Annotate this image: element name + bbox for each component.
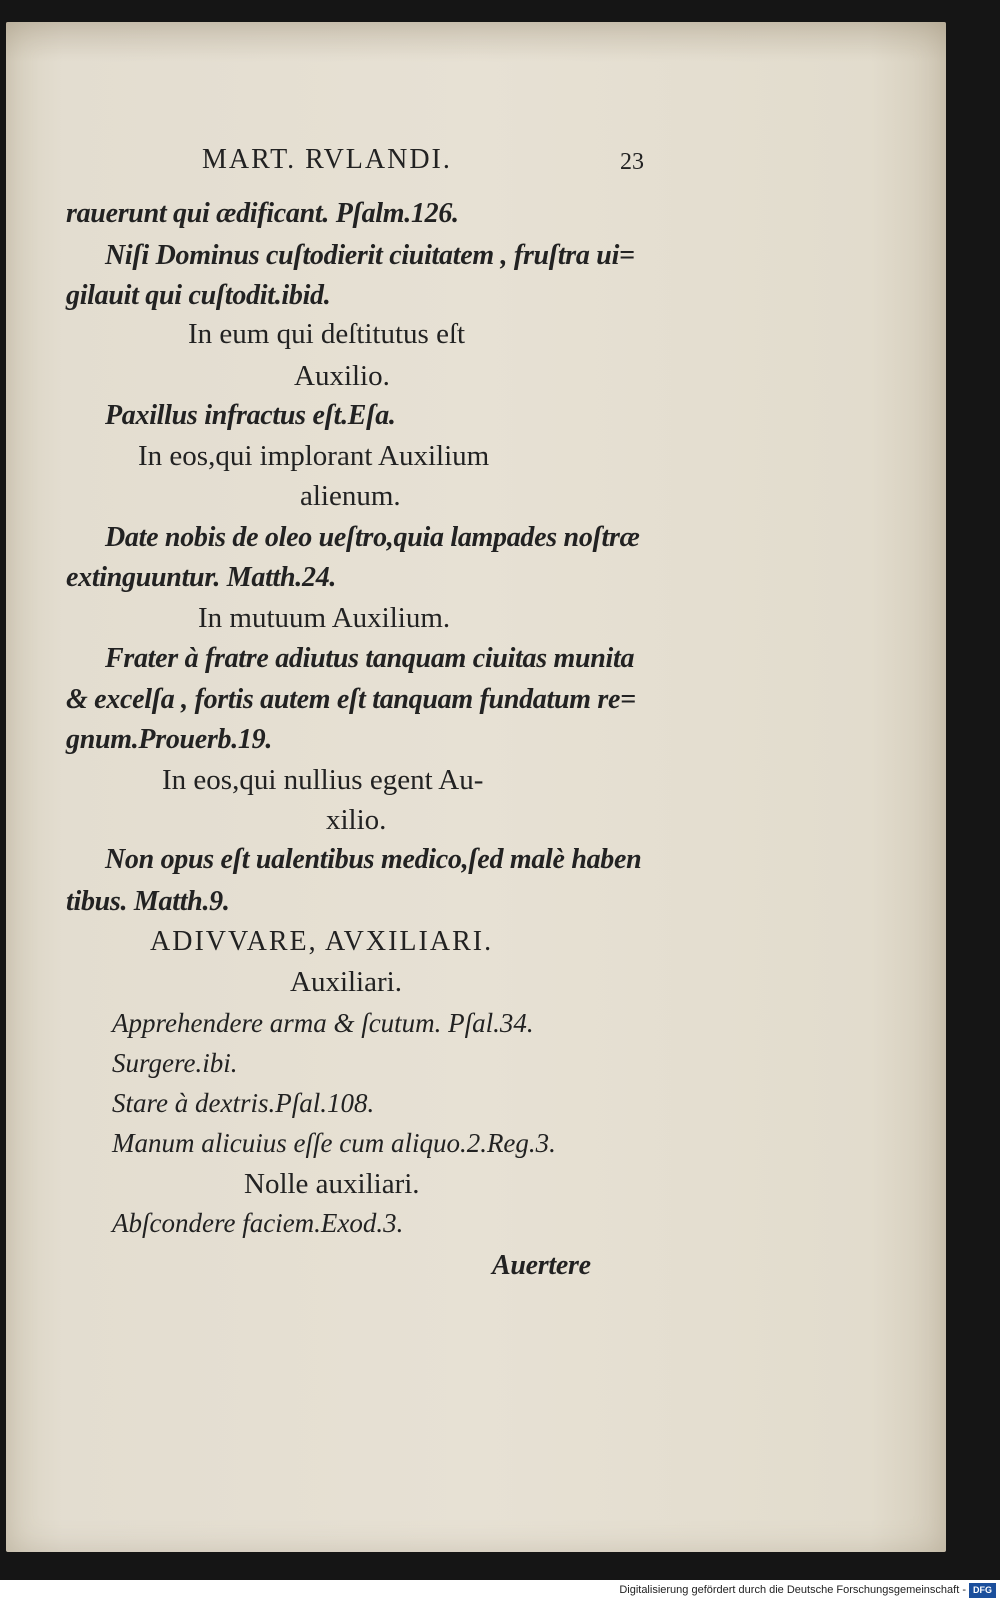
text-line-1: rauerunt qui ædificant. Pſalm.126.	[66, 198, 459, 229]
text-line-3: gilauit qui cuſtodit.ibid.	[66, 280, 331, 311]
section-heading-1b: Auxilio.	[294, 360, 390, 392]
text-line-9: gnum.Prouerb.19.	[66, 724, 273, 755]
running-title: MART. RVLANDI.	[202, 144, 452, 175]
text-line-12: Apprehendere arma & ſcutum. Pſal.34.	[112, 1008, 534, 1038]
section-heading-1a: In eum qui deſtitutus eſt	[188, 318, 466, 350]
section-heading-3: In mutuum Auxilium.	[198, 602, 451, 634]
text-line-5: Date nobis de oleo ueſtro,quia lampades noſtræ	[105, 522, 640, 553]
section-heading-4b: xilio.	[326, 804, 387, 836]
section-heading-2a: In eos,qui implorant Auxilium	[138, 440, 490, 472]
dfg-logo: DFG	[969, 1583, 996, 1598]
text-line-10: Non opus eſt ualentibus medico,ſed malè haben	[105, 844, 642, 875]
catchword: Auertere	[492, 1250, 591, 1281]
text-line-11: tibus. Matth.9.	[66, 886, 230, 917]
text-line-15: Manum alicuius eſſe cum aliquo.2.Reg.3.	[112, 1128, 556, 1158]
text-line-6: extinguuntur. Matth.24.	[66, 562, 337, 593]
footer-bar	[0, 1580, 1000, 1601]
section-heading-4a: In eos,qui nullius egent Au-	[162, 764, 484, 796]
subsection-heading-2: Nolle auxiliari.	[244, 1168, 420, 1200]
text-line-7: Frater à fratre adiutus tanquam ciuitas munita	[105, 643, 635, 674]
text-line-14: Stare à dextris.Pſal.108.	[112, 1088, 375, 1118]
text-line-4: Paxillus infractus eſt.Eſa.	[105, 400, 396, 431]
section-heading-2b: alienum.	[300, 480, 401, 512]
footer-credit: Digitalisierung gefördert durch die Deutsche Forschungsgemeinschaft -	[619, 1584, 966, 1596]
section-title: ADIVVARE, AVXILIARI.	[150, 926, 494, 957]
text-line-16: Abſcondere faciem.Exod.3.	[112, 1208, 404, 1238]
subsection-heading-1: Auxiliari.	[290, 966, 402, 998]
text-line-13: Surgere.ibi.	[112, 1048, 238, 1078]
text-line-2: Niſi Dominus cuſtodierit ciuitatem , fruſtra ui=	[105, 240, 635, 271]
text-line-8: & excelſa , fortis autem eſt tanquam fundatum re=	[66, 684, 636, 715]
page-number: 23	[620, 149, 644, 175]
